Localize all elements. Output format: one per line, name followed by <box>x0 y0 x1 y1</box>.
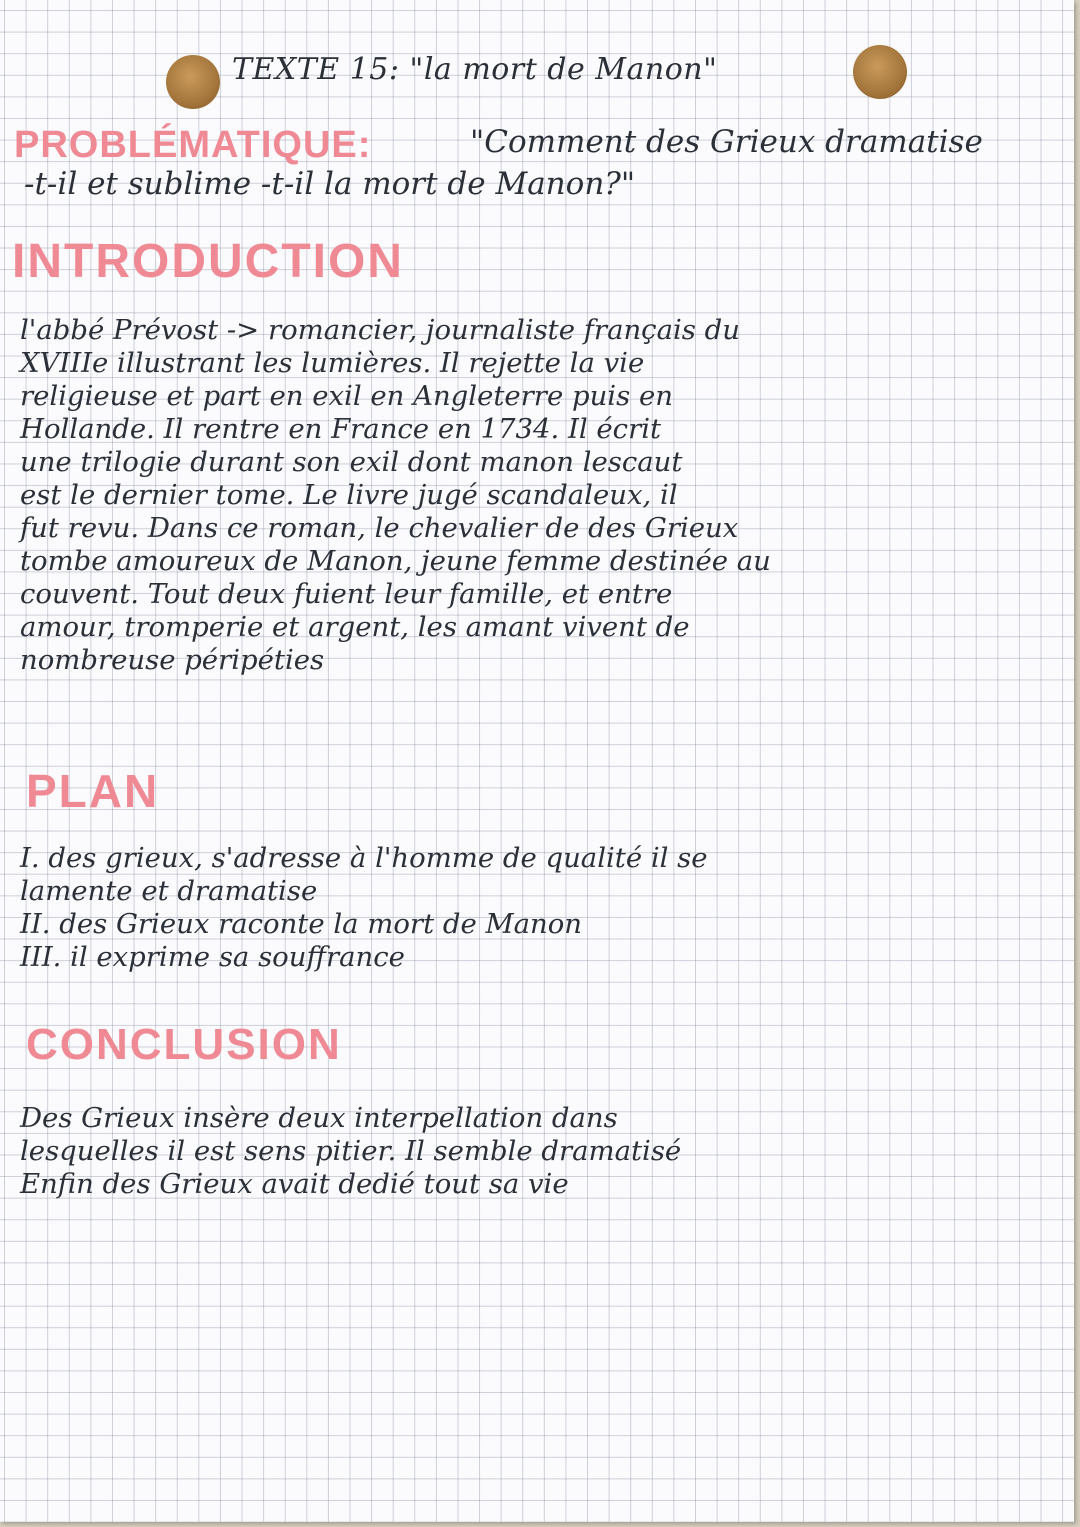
plan-line: II. des Grieux raconte la mort de Manon <box>20 908 583 940</box>
introduction-line: amour, tromperie et argent, les amant vivent de <box>20 611 690 643</box>
introduction-line: couvent. Tout deux fuient leur famille, et entre <box>20 578 673 610</box>
binder-hole-right <box>853 45 907 99</box>
plan-text <box>20 842 708 974</box>
page-title: TEXTE 15: "la mort de Manon" <box>232 52 718 87</box>
conclusion-line: Des Grieux insère deux interpellation dans <box>20 1102 618 1134</box>
introduction-line: est le dernier tome. Le livre jugé scandaleux, il <box>20 479 678 511</box>
introduction-line: XVIIIe illustrant les lumières. Il rejette la vie <box>20 347 645 379</box>
conclusion-heading: CONCLUSION <box>26 1020 342 1069</box>
introduction-line: Hollande. Il rentre en France en 1734. Il écrit <box>20 413 662 445</box>
conclusion-line: Enfin des Grieux avait dedié tout sa vie <box>20 1168 569 1200</box>
introduction-line: religieuse et part en exil en Angleterre puis en <box>20 380 673 412</box>
binder-hole-left <box>166 55 220 109</box>
plan-line: III. il exprime sa souffrance <box>20 941 405 973</box>
introduction-line: fut revu. Dans ce roman, le chevalier de des Grieux <box>20 512 739 544</box>
introduction-heading: INTRODUCTION <box>12 235 404 288</box>
plan-line: lamente et dramatise <box>20 875 318 907</box>
introduction-line: l'abbé Prévost -> romancier, journaliste français du <box>20 314 740 346</box>
plan-heading: PLAN <box>26 765 160 817</box>
conclusion-text <box>20 1102 681 1201</box>
introduction-text <box>20 314 771 677</box>
conclusion-line: lesquelles il est sens pitier. Il semble dramatisé <box>20 1135 682 1167</box>
problematique-question-line-2: -t-il et sublime -t-il la mort de Manon?" <box>24 166 636 202</box>
introduction-line: nombreuse péripéties <box>20 644 325 676</box>
plan-line: I. des grieux, s'adresse à l'homme de qualité il se <box>20 842 708 874</box>
problematique-question-line-1: "Comment des Grieux dramatise <box>470 124 983 160</box>
introduction-line: une trilogie durant son exil dont manon lescaut <box>20 446 683 478</box>
problematique-heading: PROBLÉMATIQUE: <box>14 124 372 166</box>
introduction-line: tombe amoureux de Manon, jeune femme destinée au <box>20 545 771 577</box>
